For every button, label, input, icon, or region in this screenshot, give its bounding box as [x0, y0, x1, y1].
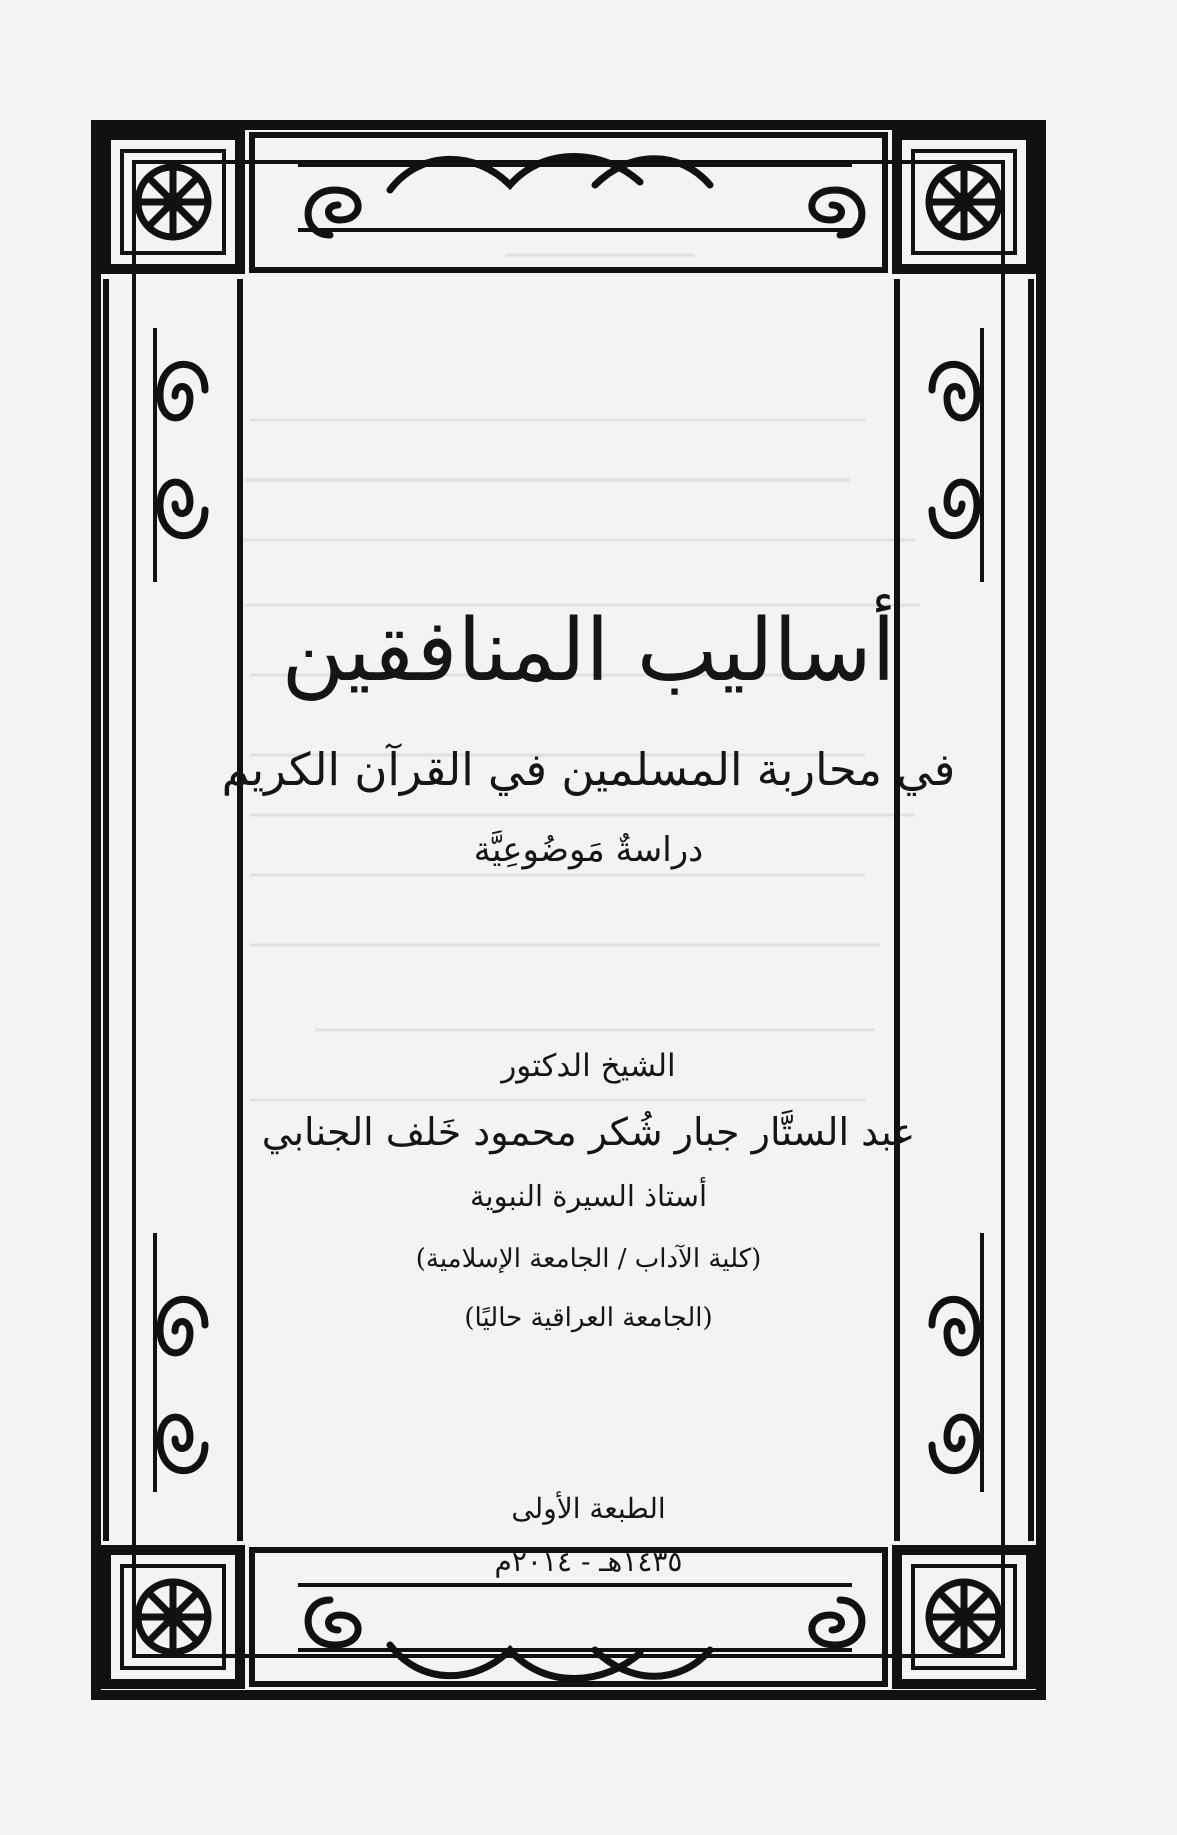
affiliation-line-2: (الجامعة العراقية حاليًا) [464, 1303, 713, 1333]
affiliation-line-1: (كلية الآداب / الجامعة الإسلامية) [415, 1244, 762, 1274]
wheel-rosette-icon [929, 167, 999, 237]
edition-label: الطبعة الأولى [511, 1492, 666, 1525]
spiral-scroll-ornament-icon [308, 156, 862, 235]
inner-frame-border [134, 162, 1003, 1656]
study-type: دراسةٌ مَوضُوعِيَّة [473, 830, 704, 870]
author-title: الشيخ الدكتور [501, 1048, 676, 1084]
author-name: عبد الستَّار جبار شُكر محمود خَلف الجنابي [261, 1110, 916, 1154]
author-role: أستاذ السيرة النبوية [470, 1179, 707, 1213]
book-title: أساليب المنافقين [281, 601, 896, 701]
book-subtitle: في محاربة المسلمين في القرآن الكريم [221, 743, 956, 796]
spiral-scroll-ornament-icon [308, 1600, 862, 1679]
wheel-rosette-icon [138, 1582, 208, 1652]
publication-date: ١٤٣٥هـ - ٢٠١٤م [494, 1545, 683, 1578]
wheel-rosette-icon [929, 1582, 999, 1652]
wheel-rosette-icon [138, 167, 208, 237]
